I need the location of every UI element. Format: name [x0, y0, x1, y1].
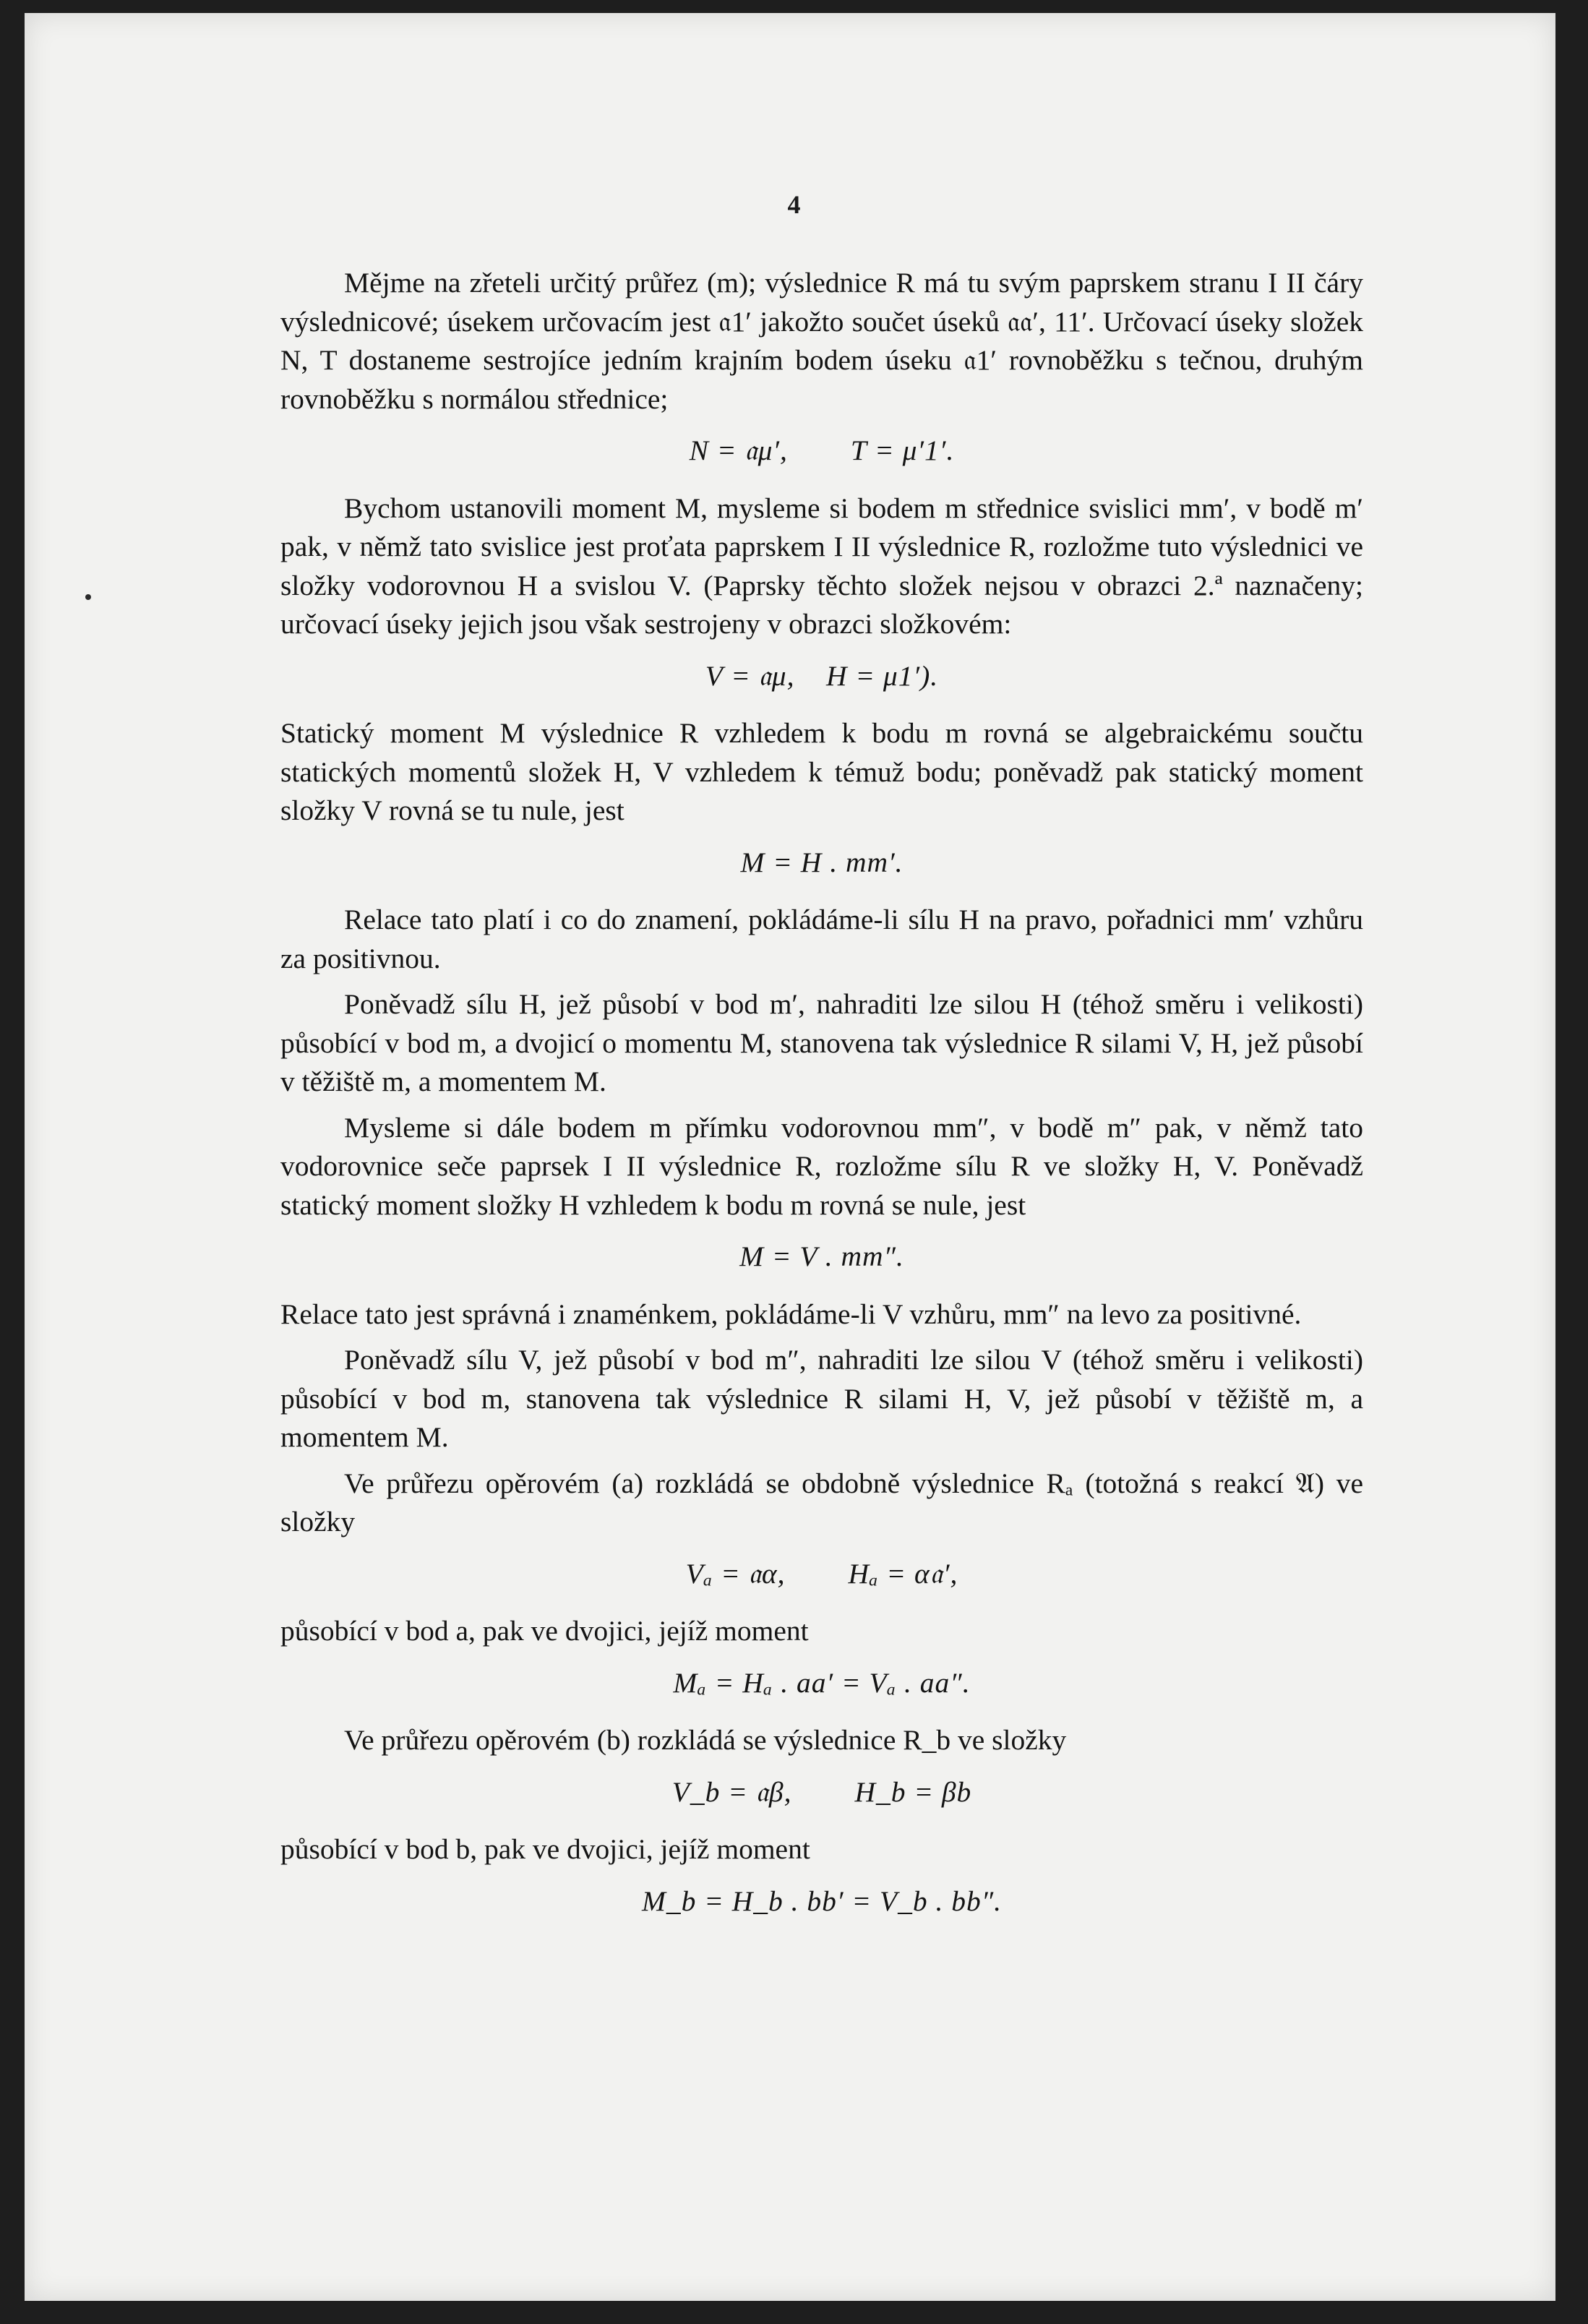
paragraph-11: Ve průřezu opěrovém (b) rozkládá se výslednice R_b ve složky	[344, 1724, 1067, 1756]
paragraph-9: Ve průřezu opěrovém (a) rozkládá se obdobně výslednice Rₐ (totožná s reakcí 𝔄) ve složky	[280, 1467, 1363, 1538]
page-number: 4	[787, 190, 801, 219]
equation-vb-hb: V_b = 𝔞β, H_b = βb	[671, 1775, 972, 1808]
equation-m-v: M = V . mm″.	[739, 1240, 904, 1272]
equation-v-h: V = 𝔞μ, H = μ1′).	[705, 659, 939, 692]
body-text	[280, 264, 1363, 1939]
paragraph-1: Mějme na zřeteli určitý průřez (m); výslednice R má tu svým paprskem stranu I II čáry výslednicové; úsekem určovacím jest 𝔞1′ jakožto součet úseků 𝔞𝔞′, 11′. Určovací úseky složek N, T dostaneme sestrojíce jedním krajním bodem úseku 𝔞1′ rovnoběžku s tečnou, druhým rovnoběžku s normálou střednice;	[280, 267, 1363, 415]
paragraph-8: Poněvadž sílu V, jež působí v bod m″, nahraditi lze silou V (téhož směru i velikosti) působící v bod m, stanovena tak výslednice R silami H, V, jež působí v těžiště m, a momentem M.	[280, 1344, 1363, 1453]
paragraph-5: Poněvadž sílu H, jež působí v bod m′, nahraditi lze silou H (téhož směru i velikosti) působící v bod m, a dvojicí o momentu M, stanovena tak výslednice R silami V, H, jež působí v těžiště m, a momentem M.	[280, 988, 1363, 1097]
paragraph-10: působící v bod a, pak ve dvojici, jejíž moment	[280, 1615, 809, 1647]
paragraph-3: Statický moment M výslednice R vzhledem k bodu m rovná se algebraickému součtu statických momentů složek H, V vzhledem k témuž bodu; poněvadž pak statický moment složky V rovná se tu nule, jest	[280, 717, 1363, 826]
paragraph-6: Mysleme si dále bodem m přímku vodorovnou mm″, v bodě m″ pak, v němž tato vodorovnice seče paprsek I II výslednice R, rozložme sílu R ve složky H, V. Poněvadž statický moment složky H vzhledem k bodu m rovná se nule, jest	[280, 1111, 1363, 1221]
equation-mb: M_b = H_b . bb′ = V_b . bb″.	[641, 1885, 1003, 1917]
equation-va-ha: Vₐ = 𝔞α, Hₐ = α𝔞′,	[685, 1557, 958, 1590]
paragraph-4: Relace tato platí i co do znamení, pokládáme-li sílu H na pravo, pořadnici mm′ vzhůru za positivnou.	[280, 904, 1363, 974]
equation-m-h: M = H . mm′.	[740, 846, 904, 878]
paragraph-7: Relace tato jest správná i znaménkem, pokládáme-li V vzhůru, mm″ na levo za positivné.	[280, 1298, 1302, 1330]
equation-n-t: N = 𝔞μ′, T = μ′1′.	[689, 434, 955, 466]
paragraph-12: působící v bod b, pak ve dvojici, jejíž moment	[280, 1833, 810, 1865]
scan-speck	[85, 594, 91, 600]
equation-ma: Mₐ = Hₐ . aa′ = Vₐ . aa″.	[673, 1666, 971, 1699]
paragraph-2: Bychom ustanovili moment M, mysleme si bodem m střednice svislici mm′, v bodě m′ pak, v němž tato svislice jest proťata paprskem I II výslednice R, rozložme tuto výslednici ve složky vodorovnou H a svislou V. (Paprsky těchto složek nejsou v obrazci 2.ª naznačeny; určovací úseky jejich jsou však sestrojeny v obrazci složkovém:	[280, 492, 1363, 640]
